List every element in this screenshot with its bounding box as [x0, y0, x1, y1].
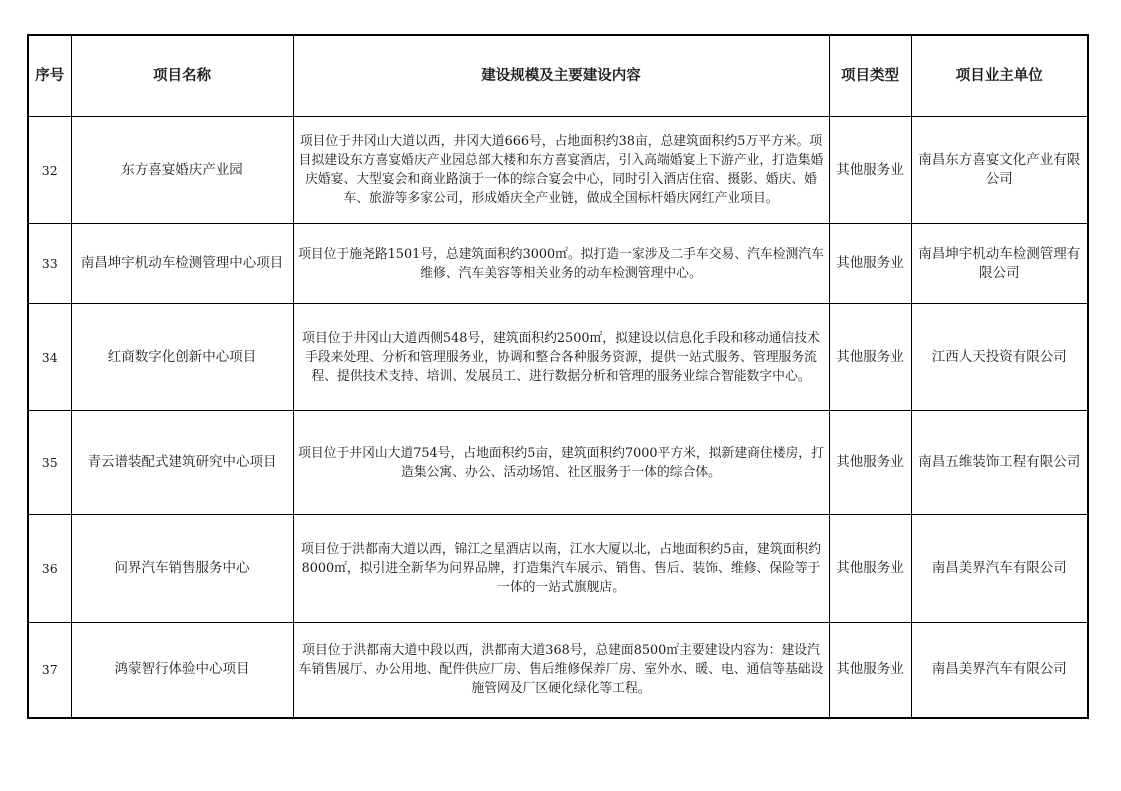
row-seq: 33: [28, 224, 71, 304]
header-seq: 序号: [28, 35, 71, 117]
row-name: 红商数字化创新中心项目: [71, 304, 293, 411]
row-content: 项目位于井冈山大道754号，占地面积约5亩，建筑面积约7000平方米，拟新建商住楼房，打造集公寓、办公、活动场馆、社区服务于一体的综合体。: [293, 411, 829, 515]
row-owner: 南昌东方喜宴文化产业有限公司: [911, 117, 1088, 224]
row-owner: 南昌美界汽车有限公司: [911, 623, 1088, 718]
row-seq: 35: [28, 411, 71, 515]
row-owner: 南昌坤宇机动车检测管理有限公司: [911, 224, 1088, 304]
row-content: 项目位于洪都南大道中段以西，洪都南大道368号，总建面8500㎡主要建设内容为：建设汽车销售展厅、办公用地、配件供应厂房、售后维修保养厂房、室外水、暖、电、通信等基础设施管网及厂区硬化绿化等工程。: [293, 623, 829, 718]
row-name: 南昌坤宇机动车检测管理中心项目: [71, 224, 293, 304]
table-row: [28, 224, 1088, 304]
row-content: 项目位于施尧路1501号，总建筑面积约3000㎡。拟打造一家涉及二手车交易、汽车检测汽车维修、汽车美容等相关业务的动车检测管理中心。: [293, 224, 829, 304]
table-row: [28, 304, 1088, 411]
row-type: 其他服务业: [829, 623, 911, 718]
header-row: [28, 35, 1088, 117]
row-content: 项目位于井冈山大道以西，井冈大道666号，占地面积约38亩，总建筑面积约5万平方米。项目拟建设东方喜宴婚庆产业园总部大楼和东方喜宴酒店，引入高端婚宴上下游产业，打造集婚庆婚宴、大型宴会和商业路演于一体的综合宴会中心，同时引入酒店住宿、摄影、婚庆、婚车、旅游等多家公司，形成婚庆全产业链，做成全国标杆婚庆网红产业项目。: [293, 117, 829, 224]
row-type: 其他服务业: [829, 515, 911, 623]
header-name: 项目名称: [71, 35, 293, 117]
header-content: 建设规模及主要建设内容: [293, 35, 829, 117]
table-row: [28, 623, 1088, 718]
row-content: 项目位于井冈山大道西侧548号，建筑面积约2500㎡，拟建设以信息化手段和移动通信技术手段来处理、分析和管理服务业，协调和整合各种服务资源，提供一站式服务、管理服务流程、提供技术支持、培训、发展员工、进行数据分析和管理的服务业综合智能数字中心。: [293, 304, 829, 411]
project-table: [27, 34, 1089, 719]
row-owner: 南昌五维装饰工程有限公司: [911, 411, 1088, 515]
row-seq: 34: [28, 304, 71, 411]
table-row: [28, 515, 1088, 623]
table-row: [28, 411, 1088, 515]
row-type: 其他服务业: [829, 224, 911, 304]
row-name: 鸿蒙智行体验中心项目: [71, 623, 293, 718]
header-owner: 项目业主单位: [911, 35, 1088, 117]
row-seq: 36: [28, 515, 71, 623]
row-owner: 南昌美界汽车有限公司: [911, 515, 1088, 623]
row-owner: 江西人天投资有限公司: [911, 304, 1088, 411]
row-type: 其他服务业: [829, 304, 911, 411]
row-content: 项目位于洪都南大道以西，锦江之星酒店以南，江水大厦以北，占地面积约5亩，建筑面积约8000㎡，拟引进全新华为问界品牌，打造集汽车展示、销售、售后、装饰、维修、保险等于一体的一站式旗舰店。: [293, 515, 829, 623]
table-row: [28, 117, 1088, 224]
header-type: 项目类型: [829, 35, 911, 117]
row-type: 其他服务业: [829, 117, 911, 224]
row-seq: 32: [28, 117, 71, 224]
row-name: 青云谱装配式建筑研究中心项目: [71, 411, 293, 515]
row-seq: 37: [28, 623, 71, 718]
row-type: 其他服务业: [829, 411, 911, 515]
row-name: 东方喜宴婚庆产业园: [71, 117, 293, 224]
row-name: 问界汽车销售服务中心: [71, 515, 293, 623]
